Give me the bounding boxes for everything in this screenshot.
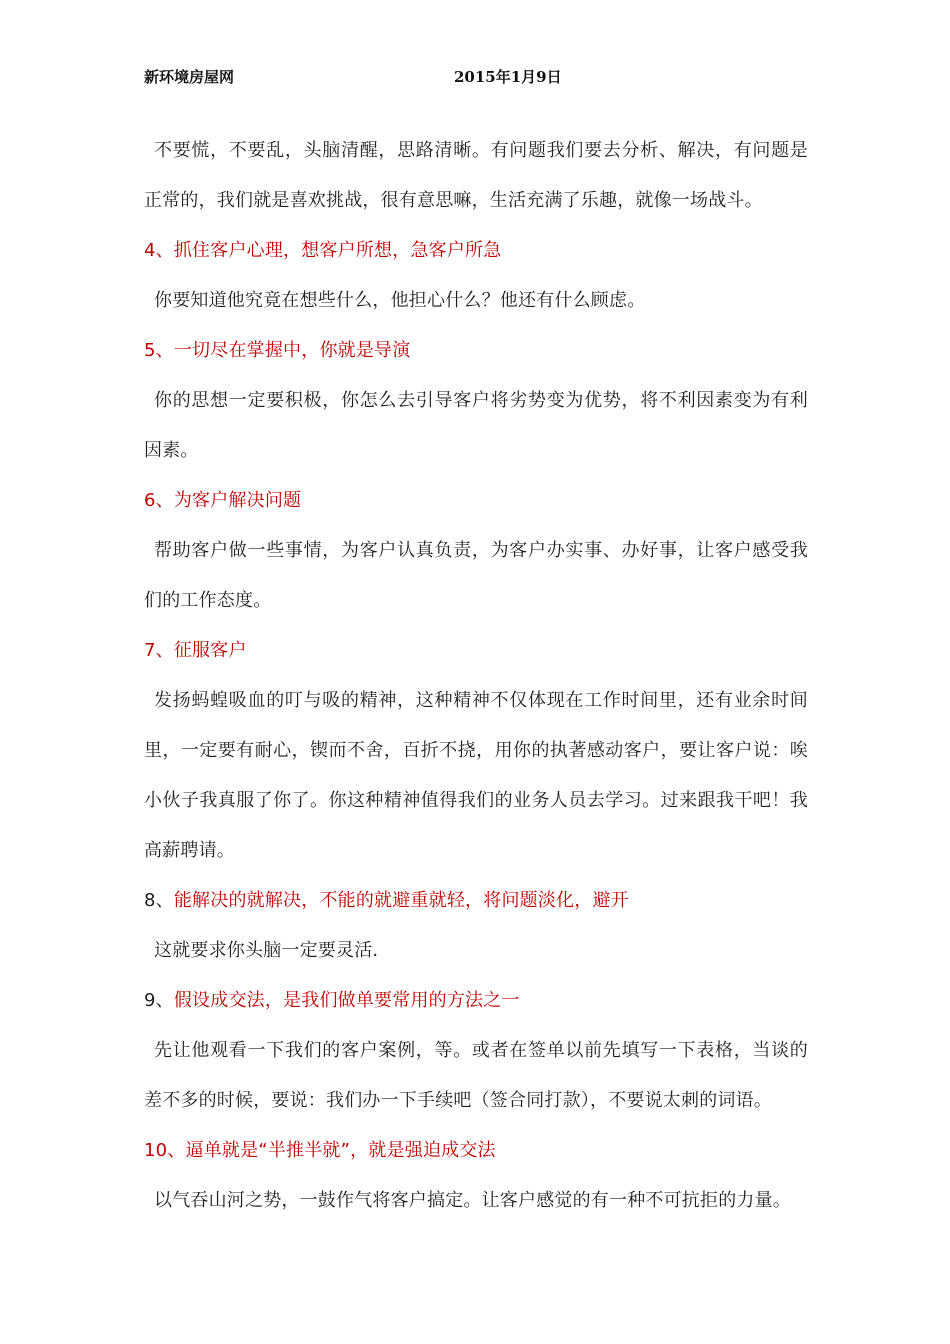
site-name: 新环境房屋网 <box>144 68 235 86</box>
section-8-heading <box>144 876 808 926</box>
section-9-heading <box>144 976 808 1026</box>
section-9-paragraph: 先让他观看一下我们的客户案例，等。或者在签单以前先填写一下表格，当谈的差不多的时候，要说：我们办一下手续吧（签合同打款），不要说太刺的词语。 <box>144 1040 808 1111</box>
section-8-number: 8、 <box>144 890 174 911</box>
section-10-paragraph: 以气吞山河之势，一鼓作气将客户搞定。让客户感觉的有一种不可抗拒的力量。 <box>154 1190 791 1211</box>
section-5-heading: 5、一切尽在掌握中，你就是导演 <box>144 340 411 361</box>
intro-paragraph: 不要慌，不要乱，头脑清醒，思路清晰。有问题我们要去分析、解决，有问题是正常的，我们就是喜欢挑战，很有意思嘛，生活充满了乐趣，就像一场战斗。 <box>144 140 808 211</box>
section-6-paragraph: 帮助客户做一些事情，为客户认真负责，为客户办实事、办好事，让客户感受我们的工作态度。 <box>144 540 808 611</box>
header-date: 2015年1月9日 <box>454 68 562 86</box>
section-8-title: 能解决的就解决，不能的就避重就轻，将问题淡化，避开 <box>173 890 629 911</box>
section-6-heading: 6、为客户解决问题 <box>144 490 302 511</box>
section-5-paragraph: 你的思想一定要积极，你怎么去引导客户将劣势变为优势，将不利因素变为有利因素。 <box>144 390 808 461</box>
section-4-paragraph: 你要知道他究竟在想些什么，他担心什么？他还有什么顾虑。 <box>154 290 646 311</box>
section-7-heading: 7、征服客户 <box>144 640 247 661</box>
section-9-number: 9、 <box>144 990 174 1011</box>
section-8-paragraph: 这就要求你头脑一定要灵活. <box>154 940 379 961</box>
page-header <box>144 66 806 96</box>
section-10-heading: 10、逼单就是“半推半就”，就是强迫成交法 <box>144 1140 496 1161</box>
section-4-heading: 4、抓住客户心理，想客户所想，急客户所急 <box>144 240 502 261</box>
document-body <box>144 126 808 1226</box>
section-9-title: 假设成交法，是我们做单要常用的方法之一 <box>173 990 520 1011</box>
section-7-paragraph: 发扬蚂蝗吸血的叮与吸的精神，这种精神不仅体现在工作时间里，还有业余时间里，一定要有耐心，锲而不舍，百折不挠，用你的执著感动客户，要让客户说：唉小伙子我真服了你了。你这种精神值得我们的业务人员去学习。过来跟我干吧！我高薪聘请。 <box>144 690 808 861</box>
